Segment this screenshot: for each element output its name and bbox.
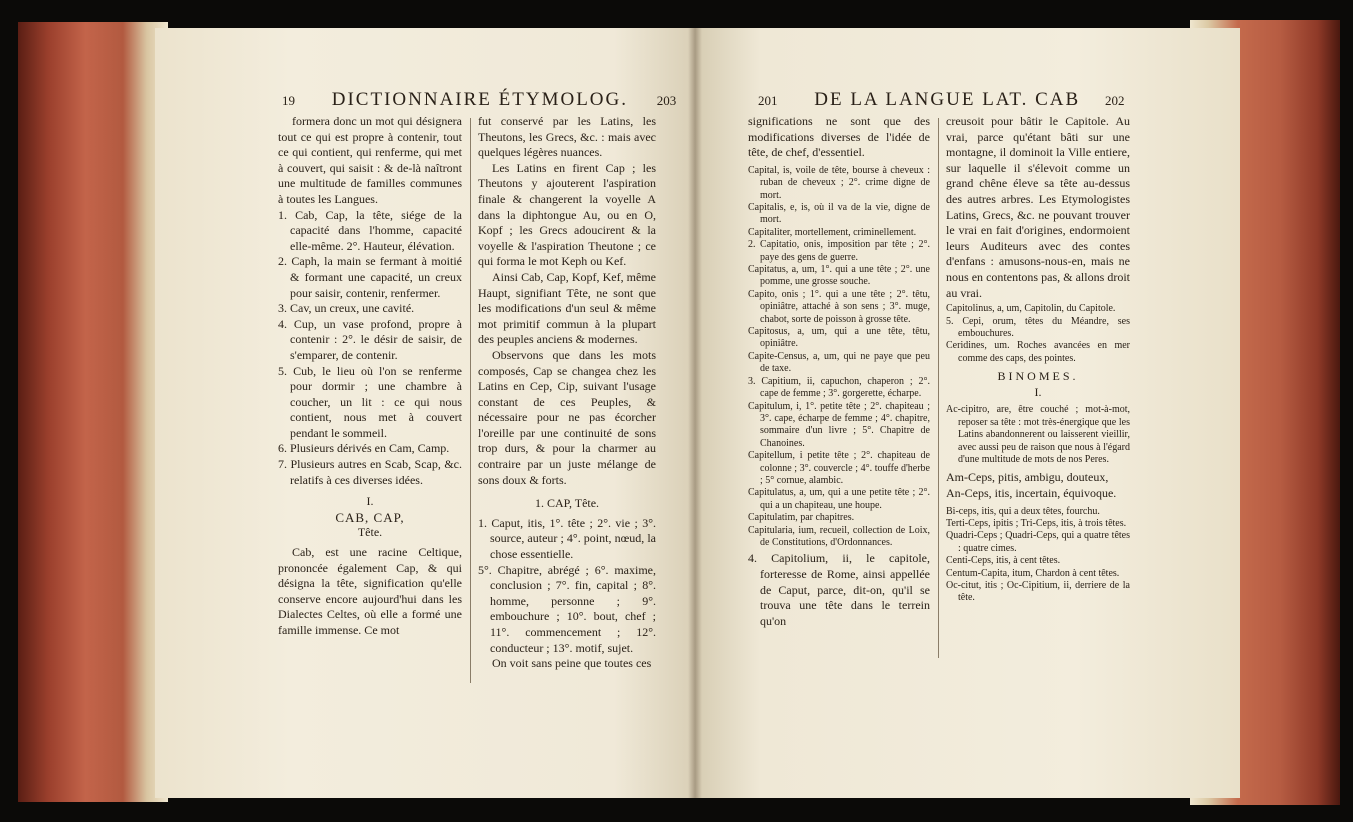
list-item: 6. Plusieurs dérivés en Cam, Camp. <box>278 441 450 456</box>
entry: Oc-citut, itis ; Oc-Cipitium, ii, derriere de la tête. <box>946 580 1130 604</box>
column-rule <box>470 118 471 683</box>
entry: Capitulatim, par chapitres. <box>748 512 855 524</box>
paragraph: creusoit pour bâtir le Capitole. Au vrai, parce qu'étant bâti sur une montagne, il dominoit la Ville entiere, sur laquelle il s'élevoit comme un grand chêne éleve sa tête au-dessus des autres arbres. Les Etymologistes Latins, Grecs, &c. ne pouvant trouver le vrai en fait d'origines, endormoient leurs Auditeurs avec des contes d'enfans : amusons-nous-en, mais ne nous en contentons pas, & allons droit au vrai. <box>946 114 1130 300</box>
entry: Capital, is, voile de tête, bourse à cheveux : ruban de cheveux ; 2°. crime digne de mort. <box>748 164 930 201</box>
left-running-head <box>282 89 676 111</box>
entry: Capitatus, a, um, 1°. qui a une tête ; 2°. une pomme, une grosse souche. <box>748 264 930 288</box>
entry: 3. Capitium, ii, capuchon, chaperon ; 2°. cape de femme ; 3°. gorgerette, écharpe. <box>748 375 930 400</box>
entry: Terti-Ceps, ipitis ; Tri-Ceps, itis, à trois têtes. <box>946 517 1127 529</box>
left-column-2 <box>478 114 656 672</box>
entry: Ac-cipitro, are, être couché ; mot-à-mot, reposer sa tête : mot très-énergique que les Latins abandonnerent ou laisserent vieillir, avec aussi peu de raison que nous à l'égard d'une multitude de mots de nos Peres. <box>946 404 1130 465</box>
section-title: 1. CAP, Tête. <box>534 496 600 511</box>
entry: Capitellum, i petite tête ; 2°. chapiteau de colonne ; 3°. couvercle ; 4°. touffe d'herbe ; 5° cornue, alambic. <box>748 450 930 486</box>
list-item: 5. Cub, le lieu où l'on se renferme pour dormir ; une chambre à coucher, un lit : ce qui nous contient, nous met à couvert pendant le sommeil. <box>278 363 462 440</box>
right-page-number-2: 202 <box>1104 93 1125 108</box>
left-page-number-2: 203 <box>656 93 677 108</box>
entry: 5. Cepi, orum, têtes du Méandre, ses embouchures. <box>946 315 1130 339</box>
entry: Capitosus, a, um, qui a une tête, têtu, opiniâtre. <box>748 326 930 350</box>
list-item: 2. Caph, la main se fermant à moitié & formant une capacité, un creux pour saisir, contenir, renfermer. <box>278 254 462 300</box>
section-number: I. <box>366 494 374 509</box>
list-item: 4. Cup, un vase profond, propre à contenir : 2°. le désir de saisir, de s'emparer, de contenir. <box>278 316 462 362</box>
book-gutter <box>688 28 702 798</box>
entry: Am-Ceps, pitis, ambigu, douteux, <box>946 470 1109 485</box>
section-number: I. <box>1034 384 1042 399</box>
right-running-head <box>758 89 1124 111</box>
section-subtitle: Tête. <box>357 525 383 540</box>
entry: Capitularia, ium, recueil, collection de Loix, de Constitutions, d'Ordonnances. <box>748 524 930 548</box>
entry: 4. Capitolium, ii, le capitole, forteresse de Rome, ainsi appellée de Caput, parce, dit-on, qu'il se trouva une tête dans le terrein qu'on <box>748 551 930 628</box>
entry: Capitolinus, a, um, Capitolin, du Capitole. <box>946 303 1116 315</box>
paragraph: Les Latins en firent Cap ; les Theutons y ajouterent l'aspiration finale & changerent la voyelle A dans la diphtongue Au, ou en O, Kopf ; les Grecs adoucirent & la voyelle & l'aspiration Theutone ; ce qui forma le mot Keph ou Kef. <box>478 160 656 269</box>
left-column-1 <box>278 114 462 639</box>
left-title: DICTIONNAIRE ÉTYMOLOG. <box>331 89 628 110</box>
paragraph: significations ne sont que des modifications diverses de l'idée de tête, de chef, d'essentiel. <box>748 114 930 160</box>
paragraph: Cab, est une racine Celtique, prononcée également Cap, & qui désigna la tête, signification qu'elle conserve encore aujourd'hui dans les Dialectes Celtes, où elle a formé une famille immense. Ce mot <box>278 545 462 637</box>
column-rule <box>938 118 939 658</box>
list-item: 7. Plusieurs autres en Scab, Scap, &c. relatifs à ces diverses idées. <box>278 457 462 487</box>
paragraph: Ainsi Cab, Cap, Kopf, Kef, même Haupt, signifiant Tête, ne sont que les modifications d'un seul & même mot primitif commun à la plupart des peuples anciens & modernes. <box>478 269 656 347</box>
paragraph: formera donc un mot qui désignera tout ce qui est propre à contenir, tout ce qui contient, qui renferme, qui met à couvert, qui saisit : & de-là naîtront une multitude de familles communes à toutes les Langues. <box>278 114 462 206</box>
entry: Bi-ceps, itis, qui a deux têtes, fourchu. <box>946 505 1100 517</box>
entry: Quadri-Ceps ; Quadri-Ceps, qui a quatre têtes : quatre cimes. <box>946 530 1130 554</box>
entry: Capitulatus, a, um, qui a une petite tête ; 2°. qui a un chapiteau, une houpe. <box>748 487 930 511</box>
entry: Capite-Census, a, um, qui ne paye que peu de taxe. <box>748 350 930 375</box>
section-title: BINOMES. <box>997 369 1079 384</box>
right-column-1 <box>748 114 930 629</box>
section-title: CAB, CAP, <box>335 509 405 525</box>
right-page-number: 201 <box>758 93 778 108</box>
list-item: 3. Cav, un creux, une cavité. <box>278 301 415 316</box>
entry: Capitulum, i, 1°. petite tête ; 2°. chapiteau ; 3°. cape, écharpe de femme ; 4°. chapitre, sommaire d'un livre ; 5°. Chapitre de Chanoines. <box>748 400 930 449</box>
paragraph: Observons que dans les mots composés, Cap se changea chez les Latins en Cep, Cip, suivant l'usage constant de ces Peuples, & nécessaire pour ne pas écorcher l'oreille par une continuité de sons trop durs, & pour la charmer au contraire par un juste mélange de sons doux & forts. <box>478 347 656 487</box>
right-title: DE LA LANGUE LAT. CAB <box>814 89 1081 110</box>
entry: Capito, onis ; 1°. qui a une tête ; 2°. têtu, opiniâtre, attaché à son sens ; 3°. muge, chabot, sorte de poisson à grosse tête. <box>748 288 930 325</box>
paragraph: fut conservé par les Latins, les Theutons, les Grecs, &c. : mais avec quelques légères nuances. <box>478 114 656 160</box>
left-page-number: 19 <box>282 93 295 108</box>
entry: Capitaliter, mortellement, criminellement. <box>748 226 917 238</box>
list-item: 1. Cab, Cap, la tête, siége de la capacité dans l'homme, capacité elle-même. 2°. Hauteur, élévation. <box>278 207 462 253</box>
list-item: 1. Caput, itis, 1°. tête ; 2°. vie ; 3°. source, auteur ; 4°. point, nœud, la chose essentielle. <box>478 515 656 562</box>
list-item: 5°. Chapitre, abrégé ; 6°. maxime, conclusion ; 7°. fin, capital ; 8°. homme, personne ; 9°. embouchure ; 10°. bout, chef ; 11°. commencement ; 12°. conducteur ; 13°. motif, sujet. <box>478 562 656 655</box>
entry: Ceridines, um. Roches avancées en mer comme des caps, des pointes. <box>946 340 1130 364</box>
right-column-2 <box>946 114 1130 605</box>
entry: Capitalis, e, is, où il va de la vie, digne de mort. <box>748 202 930 226</box>
entry: Centi-Ceps, itis, à cent têtes. <box>946 555 1061 567</box>
left-page-edges <box>18 22 168 802</box>
paragraph: On voit sans peine que toutes ces <box>492 656 652 671</box>
entry: Centum-Capita, itum, Chardon à cent têtes. <box>946 567 1120 579</box>
entry: An-Ceps, itis, incertain, équivoque. <box>946 485 1117 500</box>
entry: 2. Capitatio, onis, imposition par tête ; 2°. paye des gens de guerre. <box>748 239 930 263</box>
